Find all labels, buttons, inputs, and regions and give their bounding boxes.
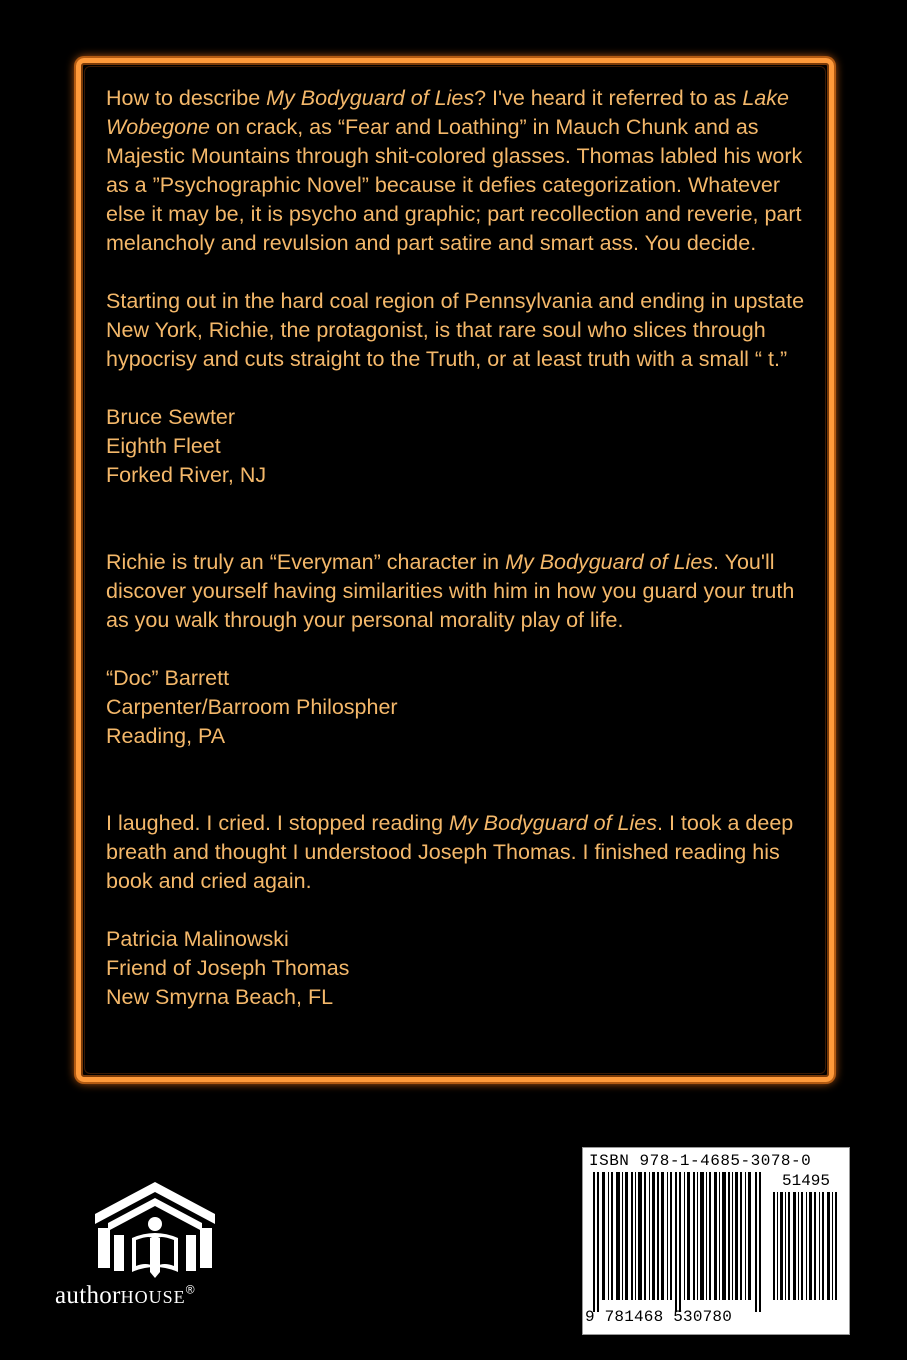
blurb-1-paragraph-2: Starting out in the hard coal region of Pennsylvania and ending in upstate New York, Richie, the protagonist, is that rare soul who slices through hypocrisy and cuts straight to the Truth, or at least truth with a small “ t.” <box>106 289 805 371</box>
blurb-3-author-name: Patricia Malinowski <box>106 927 289 951</box>
book-reference: Lake Wobegone <box>106 86 789 139</box>
isbn-label: ISBN 978-1-4685-3078-0 <box>589 1152 812 1170</box>
blurb-2-author-name: “Doc” Barrett <box>106 666 230 690</box>
book-title: My Bodyguard of Lies <box>266 86 475 110</box>
book-title: My Bodyguard of Lies <box>449 811 657 835</box>
blurb-3-paragraph: I laughed. I cried. I stopped reading My Bodyguard of Lies. I took a deep breath and thought I understood Joseph Thomas. I finished reading his book and cried again. <box>106 811 794 893</box>
price-code: 51495 <box>781 1172 830 1190</box>
blurb-3-author-affiliation: Friend of Joseph Thomas <box>106 956 350 980</box>
blurb-1-author-location: Forked River, NJ <box>106 463 267 487</box>
isbn-barcode <box>582 1147 850 1335</box>
blurb-2-author-affiliation: Carpenter/Barroom Philospher <box>106 695 398 719</box>
book-title: My Bodyguard of Lies <box>505 550 714 574</box>
blurb-1-paragraph-1: How to describe My Bodyguard of Lies? I've heard it referred to as Lake Wobegone on crack, as “Fear and Loathing” in Mauch Chunk and as Majestic Mountains through shit-colored glasses. Thomas labled his work as a ”Psychographic Novel” because it defies categorization. Whatever else it may be, it is psycho and graphic; part recollection and reverie, part melancholy and revulsion and part satire and smart ass. You decide. <box>106 86 803 255</box>
publisher-wordmark: authorHOUSE® <box>55 1282 195 1309</box>
review-blurbs <box>106 84 818 1012</box>
ean-digits: 9 781468 530780 <box>585 1308 733 1326</box>
blurb-1-author-name: Bruce Sewter <box>106 405 236 429</box>
ean-barcode-bars <box>589 1172 767 1312</box>
blurb-3-author-location: New Smyrna Beach, FL <box>106 985 334 1009</box>
publisher-logo <box>55 1180 255 1320</box>
blurb-2-author-location: Reading, PA <box>106 724 226 748</box>
blurb-2-paragraph: Richie is truly an “Everyman” character in My Bodyguard of Lies. You'll discover yourself having similarities with him in how you guard your truth as you walk through your personal morality play of life. <box>106 550 795 632</box>
price-addon-bars <box>771 1192 841 1300</box>
blurb-1-author-affiliation: Eighth Fleet <box>106 434 221 458</box>
authorhouse-logo-icon <box>90 1180 220 1280</box>
